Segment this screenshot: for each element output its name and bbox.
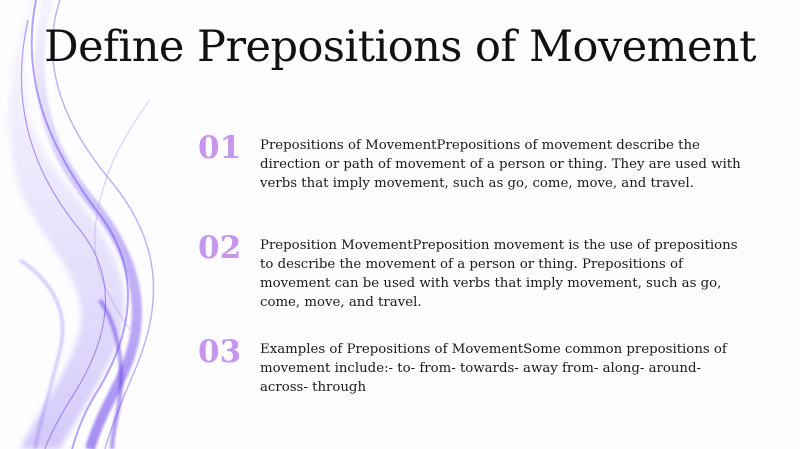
slide-title: Define Prepositions of Movement xyxy=(44,22,756,72)
item-text-1: Prepositions of MovementPrepositions of movement describe the direction or path of movement of a person or thing. They are used with verbs that imply movement, such as go, come, move, and travel. xyxy=(260,138,741,191)
item-number-2: 02 xyxy=(198,230,242,266)
item-number-1: 01 xyxy=(198,130,242,166)
item-number-3: 03 xyxy=(198,334,242,370)
item-text-3: Examples of Prepositions of MovementSome common prepositions of movement include:- to- from- towards- away from- along- around- across- through xyxy=(260,342,727,395)
item-text-2: Preposition MovementPreposition movement is the use of prepositions to describe the movement of a person or thing. Prepositions of movement can be used with verbs that imply movement, such as go, come, move, and travel. xyxy=(260,238,738,310)
